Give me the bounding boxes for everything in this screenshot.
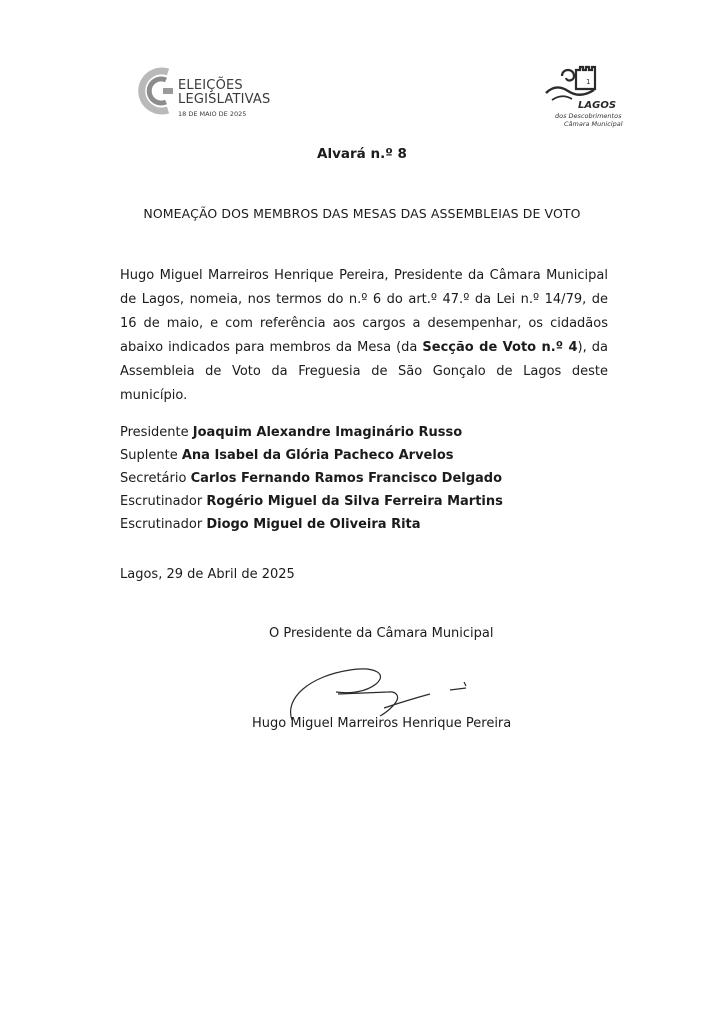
member-row	[120, 490, 503, 513]
body-paragraph	[120, 264, 608, 408]
body-part2: ), da Assembleia de Voto da Freguesia de São Gonçalo de Lagos deste município.	[120, 340, 608, 403]
date-line: Lagos, 29 de Abril de 2025	[120, 567, 295, 582]
lagos-logo-name: LAGOS	[578, 100, 617, 111]
lagos-coat-icon	[540, 60, 630, 104]
signatory-title: O Presidente da Câmara Municipal	[269, 626, 494, 641]
member-name: Ana Isabel da Glória Pacheco Arvelos	[181, 448, 454, 463]
member-row	[120, 444, 503, 467]
member-row	[120, 421, 503, 444]
svg-text:1: 1	[586, 78, 591, 86]
document-title	[0, 146, 724, 162]
body-bold-section: Secção de Voto n.º 4	[422, 340, 578, 355]
member-role: Suplente	[120, 448, 178, 463]
member-name: Joaquim Alexandre Imaginário Russo	[192, 425, 463, 440]
title-number: 8	[397, 146, 407, 162]
signatory-name: Hugo Miguel Marreiros Henrique Pereira	[252, 716, 512, 731]
member-row	[120, 467, 503, 490]
lagos-logo	[540, 60, 630, 130]
member-row	[120, 513, 503, 536]
document-subtitle: NOMEAÇÃO DOS MEMBROS DAS MESAS DAS ASSEMBLEIAS DE VOTO	[143, 206, 581, 221]
member-name: Carlos Fernando Ramos Francisco Delgado	[190, 471, 503, 486]
eleicoes-logo-line2: LEGISLATIVAS	[178, 92, 271, 107]
eleicoes-logo-line1: ELEIÇÕES	[178, 78, 243, 93]
member-role: Escrutinador	[120, 517, 203, 532]
body-part1: Hugo Miguel Marreiros Henrique Pereira, Presidente da Câmara Municipal de Lagos, nomeia, nos termos do n.º 6 do art.º 47.º da Lei n.º 14/79, de 16 de maio, e com referência aos cargos a desempenhar, os cidadãos abaixo indicados para membros da Mesa (da	[120, 268, 608, 355]
member-name: Rogério Miguel da Silva Ferreira Martins	[206, 494, 503, 509]
member-role: Escrutinador	[120, 494, 203, 509]
lagos-logo-sub: Câmara Municipal	[564, 120, 623, 128]
member-role: Presidente	[120, 425, 189, 440]
eleicoes-logo-icon	[138, 66, 178, 116]
member-role: Secretário	[120, 471, 187, 486]
member-name: Diogo Miguel de Oliveira Rita	[206, 517, 421, 532]
title-prefix: Alvará n.º	[317, 146, 398, 162]
members-list	[120, 421, 503, 536]
eleicoes-logo-date: 18 DE MAIO DE 2025	[178, 110, 247, 118]
eleicoes-logo	[138, 66, 271, 128]
lagos-logo-tagline: dos Descobrimentos	[555, 112, 622, 120]
